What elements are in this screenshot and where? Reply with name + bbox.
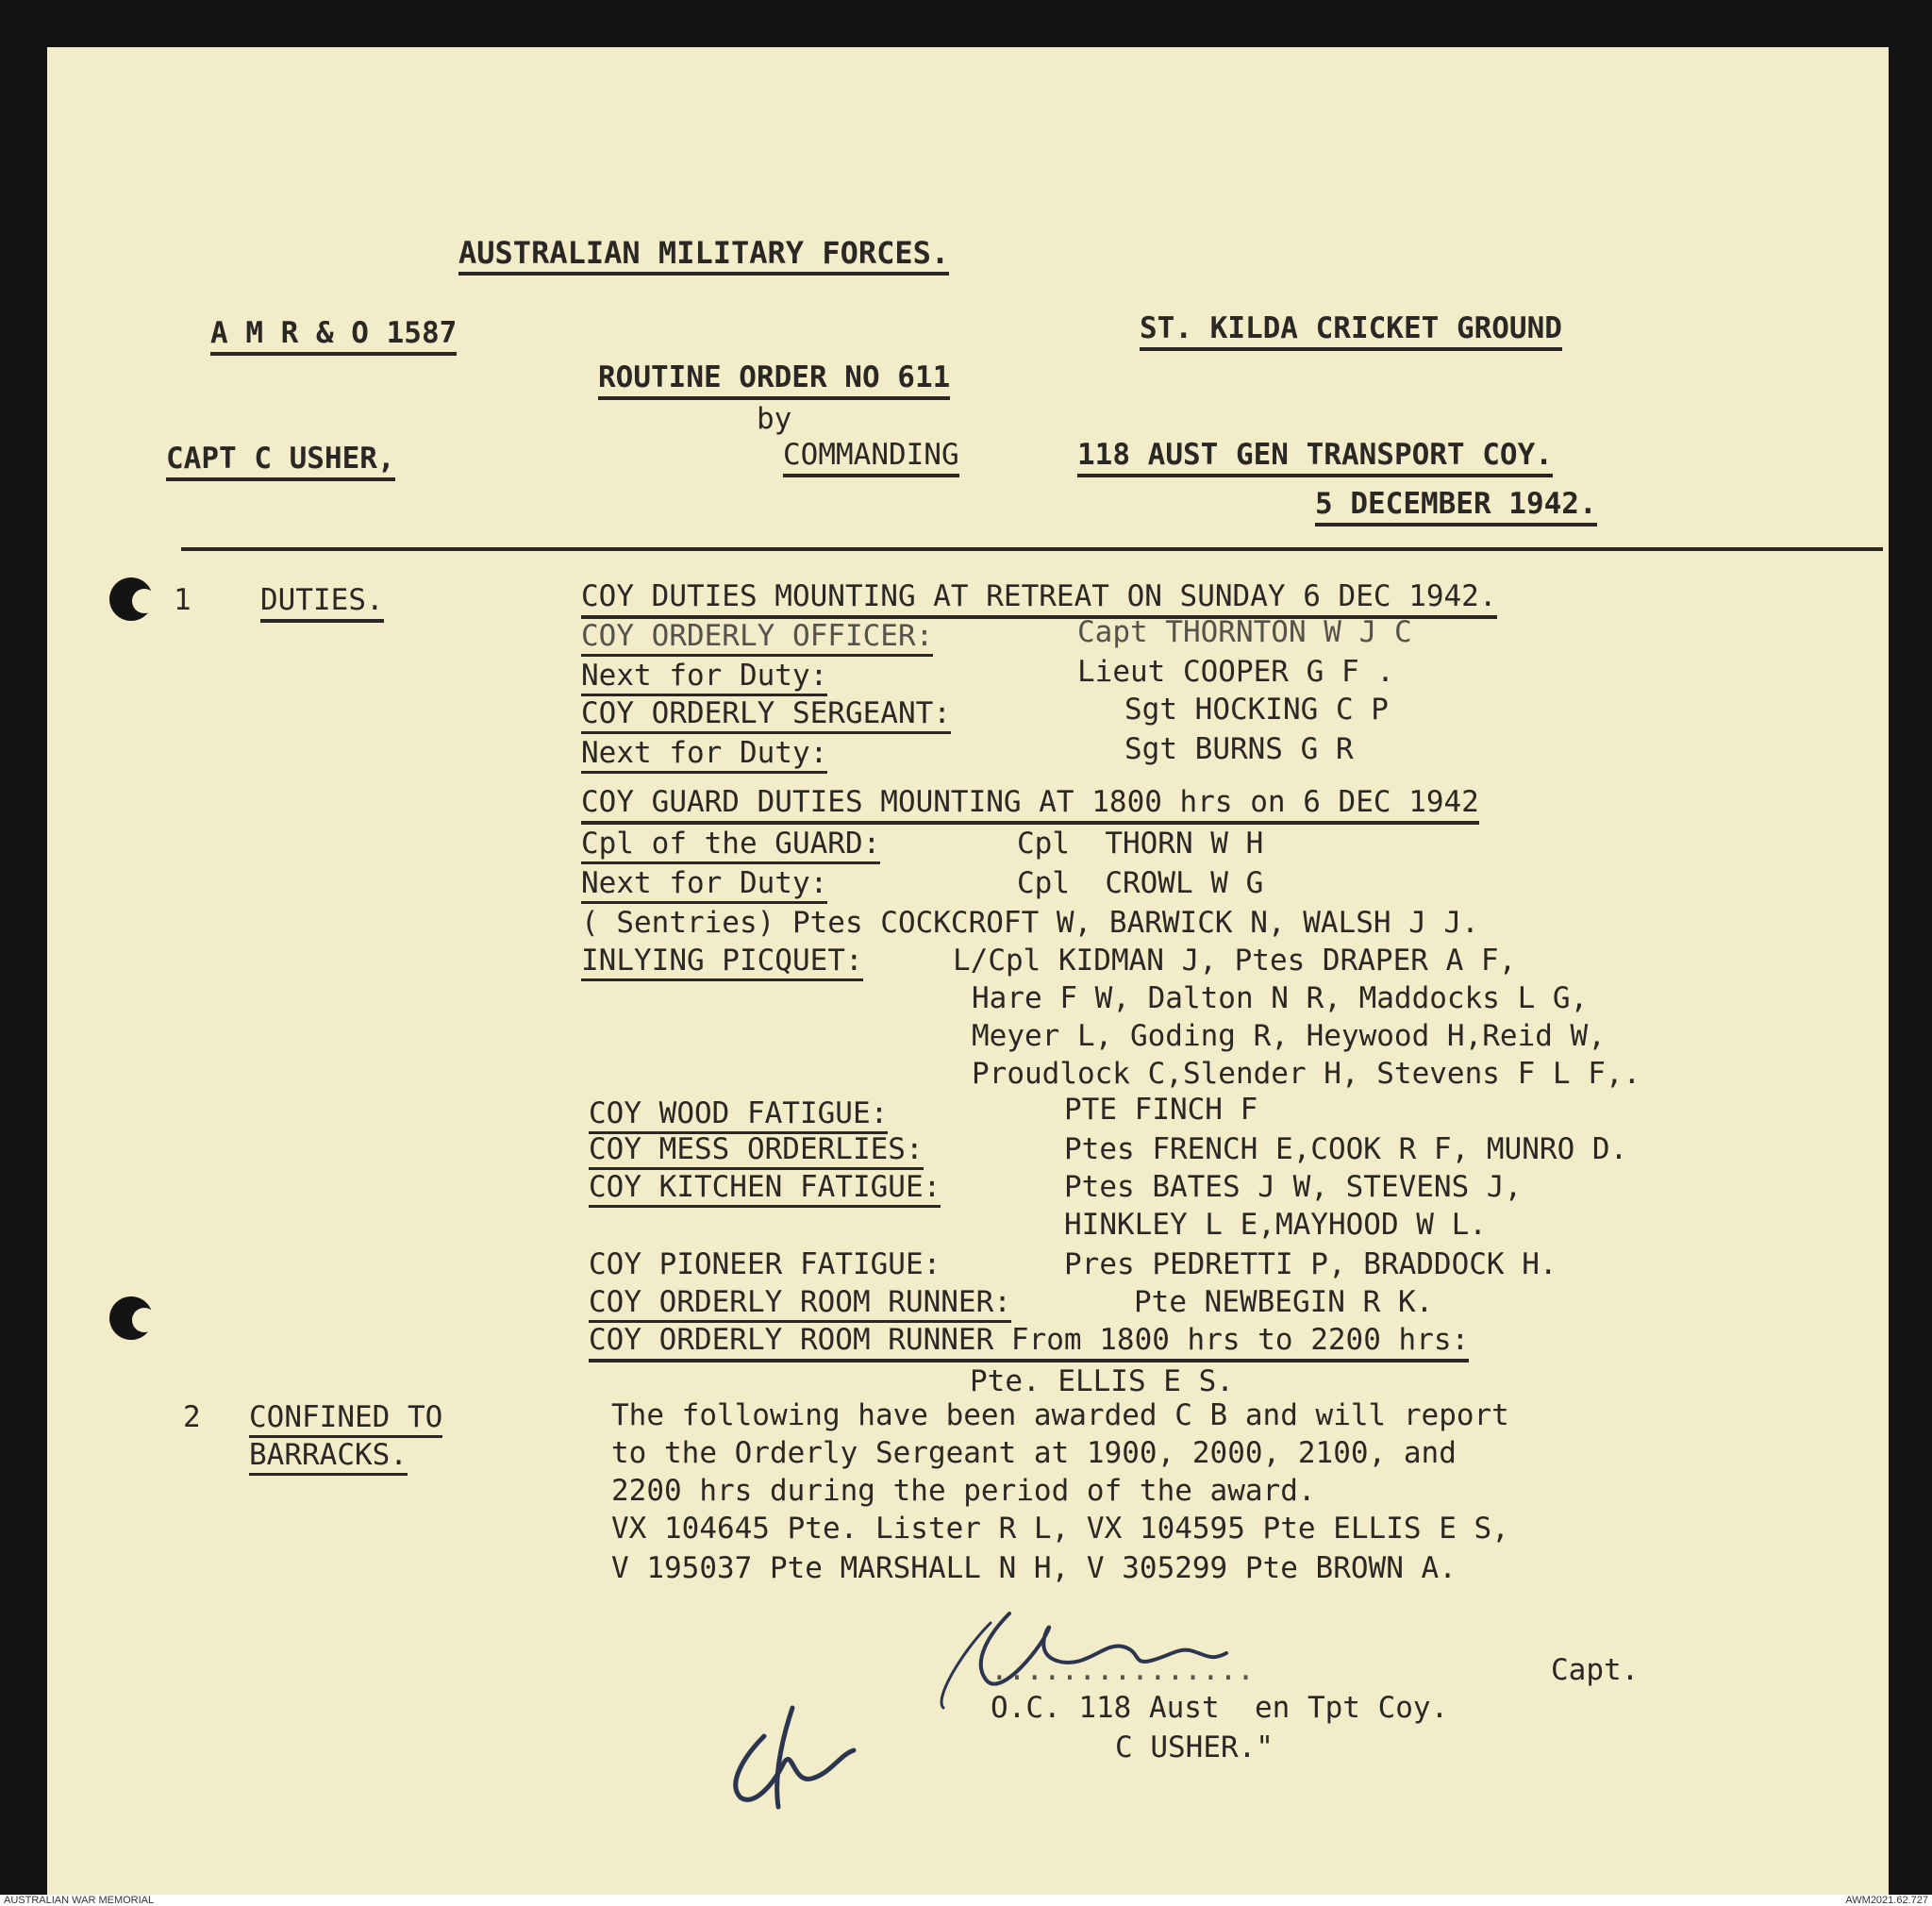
guard-value: Cpl CROWL W G [1017,866,1264,900]
fatigue-value: Ptes FRENCH E,COOK R F, MUNRO D. [1064,1132,1628,1166]
duty-value: Sgt BURNS G R [1124,732,1354,766]
section-2-heading: BARRACKS. [249,1438,408,1476]
picquet-line: Meyer L, Goding R, Heywood H,Reid W, [972,1019,1606,1053]
footer-credit: AUSTRALIAN WAR MEMORIAL [4,1895,155,1906]
duty-label: COY ORDERLY SERGEANT: [581,696,951,734]
picquet-line: L/Cpl KIDMAN J, Ptes DRAPER A F, [953,944,1517,978]
duty-label: COY ORDERLY OFFICER: [581,619,933,657]
fatigue-value: PTE FINCH F [1064,1093,1258,1127]
sentries-line: ( Sentries) Ptes COCKCROFT W, BARWICK N, WALSH J J. [581,906,1479,940]
guard-label: Next for Duty: [581,866,827,904]
signature-rank: Capt. [1551,1653,1640,1687]
guard-label: Cpl of the GUARD: [581,827,880,864]
duties-mounting-line: COY DUTIES MOUNTING AT RETREAT ON SUNDAY 6 DEC 1942. [581,579,1497,619]
fatigue-label: COY KITCHEN FATIGUE: [589,1170,941,1208]
punch-hole-bottom [109,1296,153,1340]
duty-value: Lieut COOPER G F . [1077,655,1394,689]
fatigue-label: COY MESS ORDERLIES: [589,1132,924,1170]
oc-line: O.C. 118 Aust en Tpt Coy. [991,1691,1449,1725]
signatory-name: C USHER." [1115,1730,1274,1764]
picquet-line: Hare F W, Dalton N R, Maddocks L G, [972,981,1589,1015]
cb-text-line: V 195037 Pte MARSHALL N H, V 305299 Pte BROWN A. [611,1551,1457,1585]
section-1-number: 1 [174,583,192,617]
fatigue-value: HINKLEY L E,MAYHOOD W L. [1064,1208,1487,1242]
fatigue-value: Ptes BATES J W, STEVENS J, [1064,1170,1523,1204]
guard-duties-heading: COY GUARD DUTIES MOUNTING AT 1800 hrs on 6 DEC 1942 [581,785,1479,825]
duty-label: Next for Duty: [581,659,827,696]
punch-hole-top [109,577,153,621]
document-page [47,47,1889,1895]
guard-value: Cpl THORN W H [1017,827,1264,861]
amr-reference: A M R & O 1587 [210,316,457,356]
duty-value: Capt THORNTON W J C [1077,615,1412,649]
footer-accession: AWM2021.62.727 [1845,1895,1928,1906]
evening-runner-line: COY ORDERLY ROOM RUNNER From 1800 hrs to 2200 hrs: [589,1323,1469,1363]
section-2-heading: CONFINED TO [249,1400,442,1438]
picquet-label: INLYING PICQUET: [581,944,863,981]
picquet-line: Proudlock C,Slender H, Stevens F L F,. [972,1057,1641,1091]
cb-text-line: 2200 hrs during the period of the award. [611,1474,1316,1508]
fatigue-label: COY WOOD FATIGUE: [589,1096,888,1134]
fatigue-value: Pres PEDRETTI P, BRADDOCK H. [1064,1247,1557,1281]
fatigue-label: COY PIONEER FATIGUE: [589,1247,941,1281]
header-divider [181,547,1883,551]
location: ST. KILDA CRICKET GROUND [1140,311,1562,351]
by-text: by [757,402,792,436]
duty-label: Next for Duty: [581,736,827,774]
evening-runner-name: Pte. ELLIS E S. [970,1364,1234,1398]
document-title: AUSTRALIAN MILITARY FORCES. [458,236,949,276]
commanding-label: COMMANDING [783,438,959,477]
commanding-officer: CAPT C USHER, [166,442,395,481]
fatigue-label: COY ORDERLY ROOM RUNNER: [589,1285,1011,1323]
cb-text-line: The following have been awarded C B and will report [611,1398,1509,1432]
duty-value: Sgt HOCKING C P [1124,693,1389,727]
signature-dots: ............... [991,1653,1255,1687]
order-date: 5 DECEMBER 1942. [1315,487,1597,527]
section-2-number: 2 [183,1400,201,1434]
routine-order-number: ROUTINE ORDER NO 611 [598,360,950,400]
section-1-heading: DUTIES. [260,583,384,623]
cb-text-line: to the Orderly Sergeant at 1900, 2000, 2100, and [611,1436,1457,1470]
cb-text-line: VX 104645 Pte. Lister R L, VX 104595 Pte ELLIS E S, [611,1512,1509,1546]
fatigue-value: Pte NEWBEGIN R K. [1134,1285,1434,1319]
unit-name: 118 AUST GEN TRANSPORT COY. [1077,438,1553,477]
